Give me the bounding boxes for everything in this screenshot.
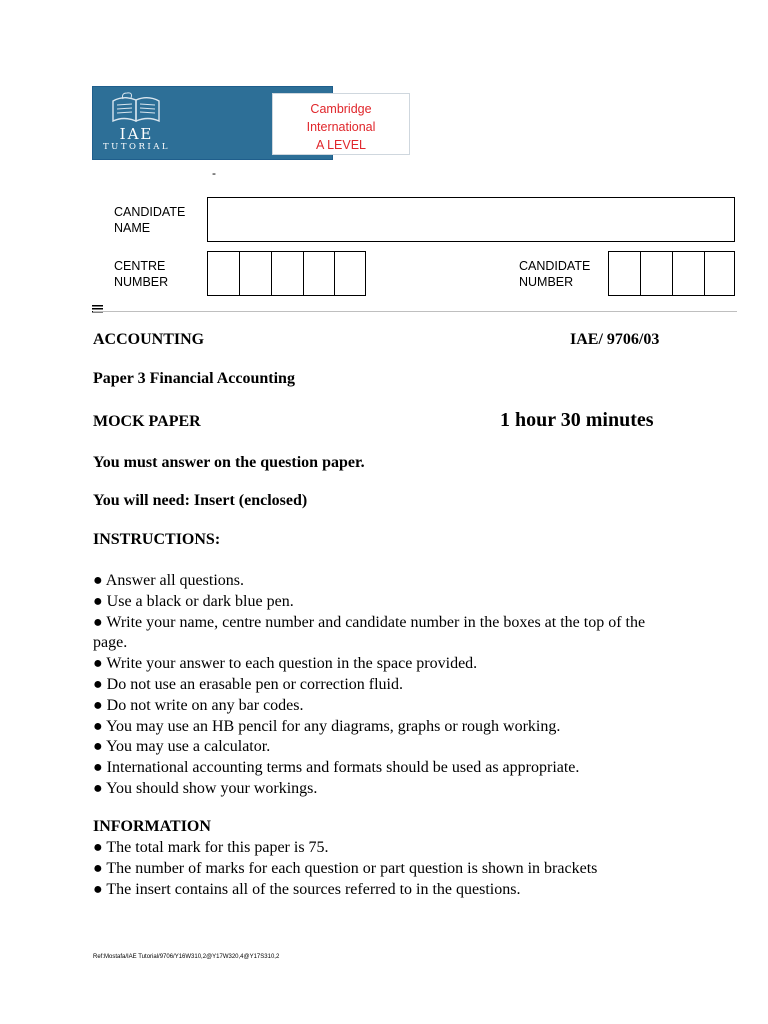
centre-number-label-line1: CENTRE — [114, 259, 166, 273]
list-item: ● The number of marks for each question or part question is shown in brackets — [93, 859, 598, 877]
list-item: ● You should show your workings. — [93, 779, 318, 797]
paper-type: MOCK PAPER — [93, 413, 201, 430]
barcode-icon — [92, 305, 103, 314]
centre-number-label-line2: NUMBER — [114, 275, 169, 289]
logo-exam-box — [272, 93, 410, 155]
digit-divider — [334, 252, 335, 295]
candidate-name-label-line1: CANDIDATE — [114, 205, 186, 219]
digit-divider — [640, 252, 641, 295]
candidate-number-label — [519, 258, 590, 290]
logo-org-name: IAE — [119, 125, 154, 143]
candidate-name-field[interactable] — [207, 197, 735, 242]
reference-footer: Ref:Mostafa/IAE Tutorial/9706/Y16W310,2@Y17W320,4@Y17S310,2 — [93, 954, 280, 960]
digit-divider — [704, 252, 705, 295]
answer-note: You must answer on the question paper. — [93, 454, 365, 471]
paper-code: IAE/ 9706/03 — [570, 331, 660, 348]
digit-divider — [303, 252, 304, 295]
duration: 1 hour 30 minutes — [500, 409, 654, 431]
list-item: ● The insert contains all of the sources referred to in the questions. — [93, 880, 521, 898]
list-item: ● The total mark for this paper is 75. — [93, 839, 329, 856]
candidate-name-label — [114, 204, 185, 236]
list-item: ● You may use an HB pencil for any diagrams, graphs or rough working. — [93, 717, 561, 735]
list-item: ● International accounting terms and formats should be used as appropriate. — [93, 759, 580, 777]
digit-divider — [672, 252, 673, 295]
logo-line-3: A LEVEL — [315, 138, 367, 152]
open-book-icon — [109, 91, 164, 125]
subject-title: ACCOUNTING — [93, 331, 205, 348]
logo-line-1: Cambridge — [310, 102, 372, 116]
dash-mark: - — [212, 166, 216, 180]
information-list — [93, 838, 693, 900]
divider — [93, 311, 737, 312]
list-item: ● Use a black or dark blue pen. — [93, 592, 294, 610]
list-item: ● Do not write on any bar codes. — [93, 696, 304, 714]
information-title: INFORMATION — [93, 818, 211, 835]
instructions-list — [93, 571, 683, 800]
candidate-number-label-line1: CANDIDATE — [519, 259, 591, 273]
list-item: ● You may use a calculator. — [93, 738, 271, 756]
instructions-title: INSTRUCTIONS: — [93, 531, 221, 548]
logo-emblem — [93, 87, 180, 159]
candidate-number-field[interactable] — [608, 251, 735, 296]
logo — [92, 86, 376, 160]
logo-org-subtitle: TUTORIAL — [102, 142, 170, 152]
candidate-number-label-line2: NUMBER — [519, 275, 574, 289]
list-item: ● Do not use an erasable pen or correction fluid. — [93, 675, 403, 693]
centre-number-label — [114, 258, 168, 290]
list-item: ● Answer all questions. — [93, 572, 244, 589]
digit-divider — [239, 252, 240, 295]
list-item: ● Write your name, centre number and candidate number in the boxes at the top of the page. — [93, 613, 646, 652]
paper-title: Paper 3 Financial Accounting — [93, 370, 295, 387]
centre-number-field[interactable] — [207, 251, 366, 296]
digit-divider — [271, 252, 272, 295]
materials-note: You will need: Insert (enclosed) — [93, 492, 308, 509]
candidate-name-label-line2: NAME — [114, 221, 151, 235]
list-item: ● Write your answer to each question in the space provided. — [93, 655, 478, 673]
logo-line-2: International — [306, 120, 376, 134]
logo-strip — [180, 87, 376, 159]
